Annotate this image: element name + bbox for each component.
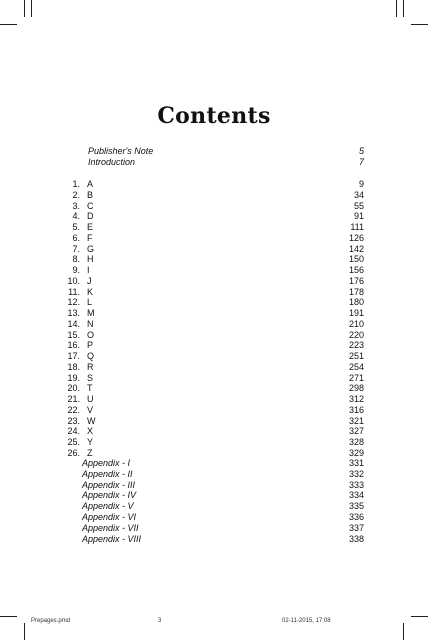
entry-label: G — [87, 243, 95, 254]
entry-label: Z — [87, 447, 93, 458]
page-title: Contents — [157, 103, 271, 129]
toc-entry[interactable] — [60, 426, 364, 437]
toc-entry[interactable] — [60, 383, 364, 394]
appendix-list — [82, 458, 364, 544]
entry-label: J — [87, 275, 92, 286]
toc-entry[interactable] — [82, 523, 364, 534]
entry-number: 6. — [72, 232, 80, 243]
toc-entry[interactable] — [60, 254, 364, 265]
entry-number: 12. — [67, 297, 80, 308]
entry-number: 3. — [72, 200, 80, 211]
entry-label: L — [87, 297, 93, 308]
entry-label: Appendix - II — [82, 468, 133, 479]
entry-number: 18. — [67, 361, 80, 372]
crop-mark — [411, 616, 428, 617]
entry-page: 298 — [348, 383, 364, 394]
toc-entry[interactable] — [88, 146, 364, 157]
toc-entry[interactable] — [60, 437, 364, 448]
entry-page: 156 — [348, 265, 364, 275]
crop-mark — [403, 0, 404, 17]
entry-page: 220 — [348, 329, 364, 340]
entry-label: Appendix - V — [82, 501, 134, 512]
toc-entry[interactable] — [60, 373, 364, 384]
entry-page: 7 — [358, 157, 364, 167]
entry-page: 321 — [348, 415, 364, 426]
toc-entry[interactable] — [60, 297, 364, 308]
toc-entry[interactable] — [82, 501, 364, 512]
toc-entry[interactable] — [60, 222, 364, 233]
chapter-list — [60, 179, 364, 459]
entry-page: 328 — [348, 437, 364, 447]
toc-entry[interactable] — [60, 287, 364, 298]
crop-mark — [31, 0, 32, 17]
entry-number: 5. — [72, 222, 80, 232]
crop-mark — [396, 0, 397, 17]
entry-page: 335 — [348, 501, 364, 512]
entry-page: 251 — [348, 351, 364, 361]
entry-page: 180 — [348, 297, 364, 308]
entry-page: 91 — [353, 211, 364, 222]
entry-page: 334 — [348, 490, 364, 501]
entry-page: 331 — [348, 458, 364, 468]
toc-entry[interactable] — [82, 490, 364, 501]
entry-number: 17. — [67, 351, 80, 361]
entry-page: 337 — [348, 522, 364, 533]
entry-number: 20. — [67, 383, 80, 394]
entry-number: 9. — [72, 265, 80, 275]
entry-page: 176 — [348, 275, 364, 286]
toc-entry[interactable] — [60, 211, 364, 222]
entry-number: 15. — [67, 329, 80, 340]
footer-page: 3 — [158, 618, 162, 624]
entry-number: 10. — [67, 275, 80, 286]
entry-label: W — [87, 415, 96, 426]
entry-page: 191 — [348, 308, 364, 318]
crop-mark — [411, 24, 428, 25]
entry-page: 333 — [348, 479, 364, 490]
entry-label: Appendix - I — [82, 458, 131, 468]
entry-label: M — [87, 308, 95, 318]
toc-entry[interactable] — [60, 265, 364, 276]
entry-label: I — [87, 265, 90, 275]
entry-label: Q — [87, 351, 95, 361]
entry-number: 22. — [67, 404, 80, 415]
crop-mark — [0, 616, 17, 617]
entry-number: 24. — [67, 426, 80, 437]
entry-page: 126 — [348, 232, 364, 243]
entry-label: Introduction — [88, 157, 136, 167]
entry-number: 14. — [67, 318, 80, 329]
entry-label: R — [87, 361, 94, 372]
toc-entry[interactable] — [60, 340, 364, 351]
toc-entry[interactable] — [82, 512, 364, 523]
entry-number: 7. — [72, 243, 80, 254]
toc-entry[interactable] — [60, 190, 364, 201]
toc-entry[interactable] — [60, 201, 364, 212]
entry-label: S — [87, 372, 94, 383]
entry-label: H — [87, 254, 94, 265]
entry-label: K — [87, 286, 94, 297]
entry-label: B — [87, 189, 94, 200]
entry-label: U — [87, 394, 94, 404]
entry-page: 223 — [348, 340, 364, 351]
entry-label: Y — [87, 437, 94, 447]
entry-page: 34 — [353, 189, 364, 200]
entry-label: V — [87, 404, 94, 415]
entry-number: 21. — [67, 394, 80, 404]
entry-page: 312 — [348, 394, 364, 404]
entry-page: 327 — [348, 426, 364, 437]
entry-number: 23. — [67, 415, 80, 426]
entry-label: E — [87, 222, 94, 232]
entry-number: 26. — [67, 447, 80, 458]
toc-entry[interactable] — [82, 469, 364, 480]
entry-page: 316 — [348, 404, 364, 415]
entry-label: Appendix - III — [82, 479, 136, 490]
entry-label: Publisher's Note — [88, 146, 154, 156]
entry-page: 332 — [348, 468, 364, 479]
toc-entry[interactable] — [60, 405, 364, 416]
entry-label: Appendix - VI — [82, 511, 137, 522]
toc-entry[interactable] — [82, 534, 364, 545]
toc-entry[interactable] — [88, 157, 364, 168]
entry-number: 25. — [67, 437, 80, 447]
entry-label: T — [87, 383, 93, 394]
entry-label: X — [87, 426, 94, 437]
entry-page: 150 — [348, 254, 364, 265]
entry-page: 338 — [348, 533, 364, 544]
entry-label: N — [87, 318, 94, 329]
toc-entry[interactable] — [60, 233, 364, 244]
toc-entry[interactable] — [60, 394, 364, 405]
entry-number: 11. — [68, 286, 80, 297]
toc-entry[interactable] — [60, 362, 364, 373]
toc-entry[interactable] — [60, 319, 364, 330]
toc-entry[interactable] — [82, 480, 364, 491]
footer-timestamp: 02-11-2015, 17:08 — [282, 618, 331, 624]
entry-page: 336 — [348, 511, 364, 522]
entry-page: 329 — [348, 447, 364, 458]
toc-entry[interactable] — [60, 244, 364, 255]
toc-entry[interactable] — [60, 308, 364, 319]
entry-page: 271 — [348, 372, 364, 383]
entry-label: Appendix - IV — [82, 490, 137, 501]
entry-label: D — [87, 211, 94, 222]
toc-entry[interactable] — [60, 416, 364, 427]
crop-mark — [24, 623, 25, 640]
crop-mark — [0, 24, 17, 25]
toc-entry[interactable] — [82, 458, 364, 469]
entry-number: 1. — [72, 179, 80, 189]
toc-entry[interactable] — [60, 351, 364, 362]
entry-page: 254 — [348, 361, 364, 372]
entry-number: 16. — [67, 340, 80, 351]
toc-entry[interactable] — [60, 448, 364, 459]
entry-number: 8. — [72, 254, 80, 265]
entry-page: 210 — [348, 318, 364, 329]
entry-label: F — [87, 232, 93, 243]
toc-entry[interactable] — [60, 330, 364, 341]
toc-entry[interactable] — [60, 179, 364, 190]
entry-label: P — [87, 340, 94, 351]
entry-number: 19. — [67, 372, 80, 383]
entry-number: 4. — [72, 211, 80, 222]
crop-mark — [403, 623, 404, 640]
crop-mark — [24, 0, 25, 17]
entry-label: O — [87, 329, 95, 340]
entry-label: A — [87, 179, 94, 189]
entry-number: 13. — [67, 308, 80, 318]
front-matter — [88, 146, 364, 168]
entry-label: Appendix - VIII — [82, 533, 142, 544]
entry-label: C — [87, 200, 94, 211]
entry-page: 178 — [348, 286, 364, 297]
toc-entry[interactable] — [60, 276, 364, 287]
footer-file: Prepages.pmd — [31, 618, 71, 624]
entry-page: 142 — [348, 243, 364, 254]
entry-page: 111 — [350, 222, 364, 232]
entry-page: 5 — [358, 146, 364, 156]
entry-number: 2. — [72, 189, 80, 200]
entry-label: Appendix - VII — [82, 522, 139, 533]
entry-page: 55 — [353, 200, 364, 211]
entry-page: 9 — [358, 179, 364, 189]
